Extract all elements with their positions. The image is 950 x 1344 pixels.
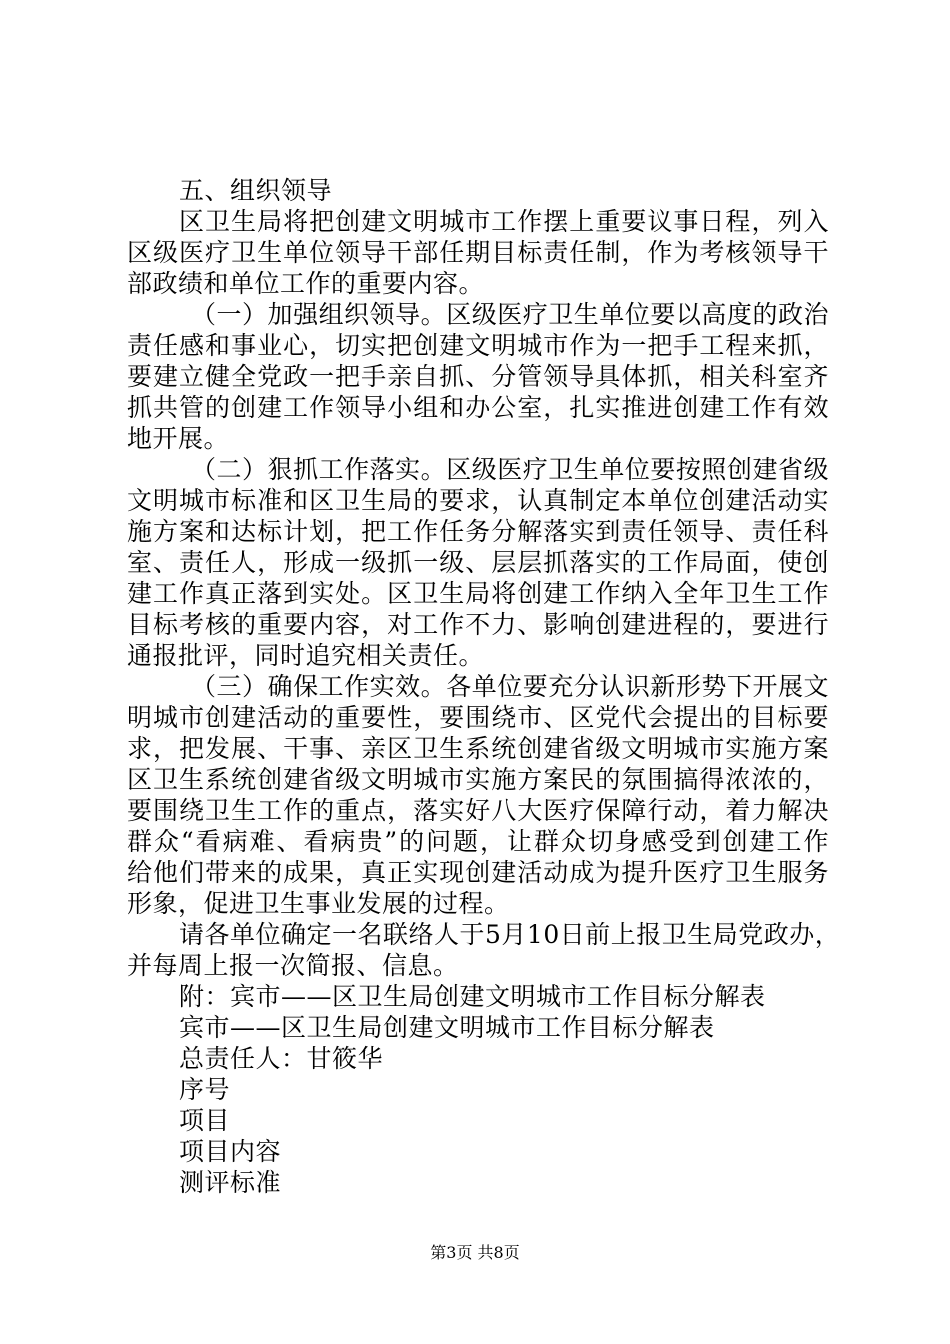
text-line: 室、责任人，形成一级抓一级、层层抓落实的工作局面，使创: [127, 548, 829, 577]
text-line: 明城市创建活动的重要性，要围绕市、区党代会提出的目标要: [127, 703, 829, 732]
text-line: 区卫生局将把创建文明城市工作摆上重要议事日程，列入: [179, 207, 829, 236]
text-line: 形象，促进卫生事业发展的过程。: [127, 889, 510, 918]
text-line: 部政绩和单位工作的重要内容。: [127, 269, 485, 298]
text-line: 求，把发展、干事、亲区卫生系统创建省级文明城市实施方案: [127, 734, 829, 763]
text-line: （三）确保工作实效。各单位要充分认识新形势下开展文: [191, 672, 829, 701]
text-line: 项目: [179, 1106, 231, 1135]
text-line: 区级医疗卫生单位领导干部任期目标责任制，作为考核领导干: [127, 238, 829, 267]
text-line: 建工作真正落到实处。区卫生局将创建工作纳入全年卫生工作: [127, 579, 829, 608]
text-line: 责任感和事业心，切实把创建文明城市作为一把手工程来抓，: [127, 331, 829, 360]
text-line: 群众“看病难、看病贵”的问题，让群众切身感受到创建工作: [127, 827, 829, 856]
text-line: 总责任人：甘筱华: [179, 1044, 384, 1073]
text-line: 通报批评，同时追究相关责任。: [127, 641, 485, 670]
document-body: [127, 175, 841, 1198]
text-line: 要围绕卫生工作的重点，落实好八大医疗保障行动，着力解决: [127, 796, 829, 825]
text-line: 要建立健全党政一把手亲自抓、分管领导具体抓，相关科室齐: [127, 362, 829, 391]
text-line: 请各单位确定一名联络人于5月10日前上报卫生局党政办，: [179, 920, 841, 949]
text-line: 项目内容: [179, 1137, 282, 1166]
text-line: 地开展。: [127, 424, 230, 453]
text-line: 序号: [179, 1075, 231, 1104]
text-line: 目标考核的重要内容，对工作不力、影响创建进程的，要进行: [127, 610, 829, 639]
text-line: 五、组织领导: [179, 176, 333, 205]
text-line: 并每周上报一次简报、信息。: [127, 951, 459, 980]
text-line: 给他们带来的成果，真正实现创建活动成为提升医疗卫生服务: [127, 858, 829, 887]
page-footer: [0, 1243, 950, 1263]
text-line: （一）加强组织领导。区级医疗卫生单位要以高度的政治: [191, 300, 829, 329]
text-line: 宾市——区卫生局创建文明城市工作目标分解表: [179, 1013, 715, 1042]
page-number-label: 第3页 共8页: [430, 1243, 520, 1262]
text-line: 区卫生系统创建省级文明城市实施方案民的氛围搞得浓浓的，: [127, 765, 829, 794]
text-line: 文明城市标准和区卫生局的要求，认真制定本单位创建活动实: [127, 486, 829, 515]
text-line: （二）狠抓工作落实。区级医疗卫生单位要按照创建省级: [191, 455, 829, 484]
text-line: 施方案和达标计划，把工作任务分解落实到责任领导、责任科: [127, 517, 829, 546]
text-line: 测评标准: [179, 1168, 282, 1197]
text-line: 抓共管的创建工作领导小组和办公室，扎实推进创建工作有效: [127, 393, 829, 422]
text-line: 附：宾市——区卫生局创建文明城市工作目标分解表: [179, 982, 766, 1011]
